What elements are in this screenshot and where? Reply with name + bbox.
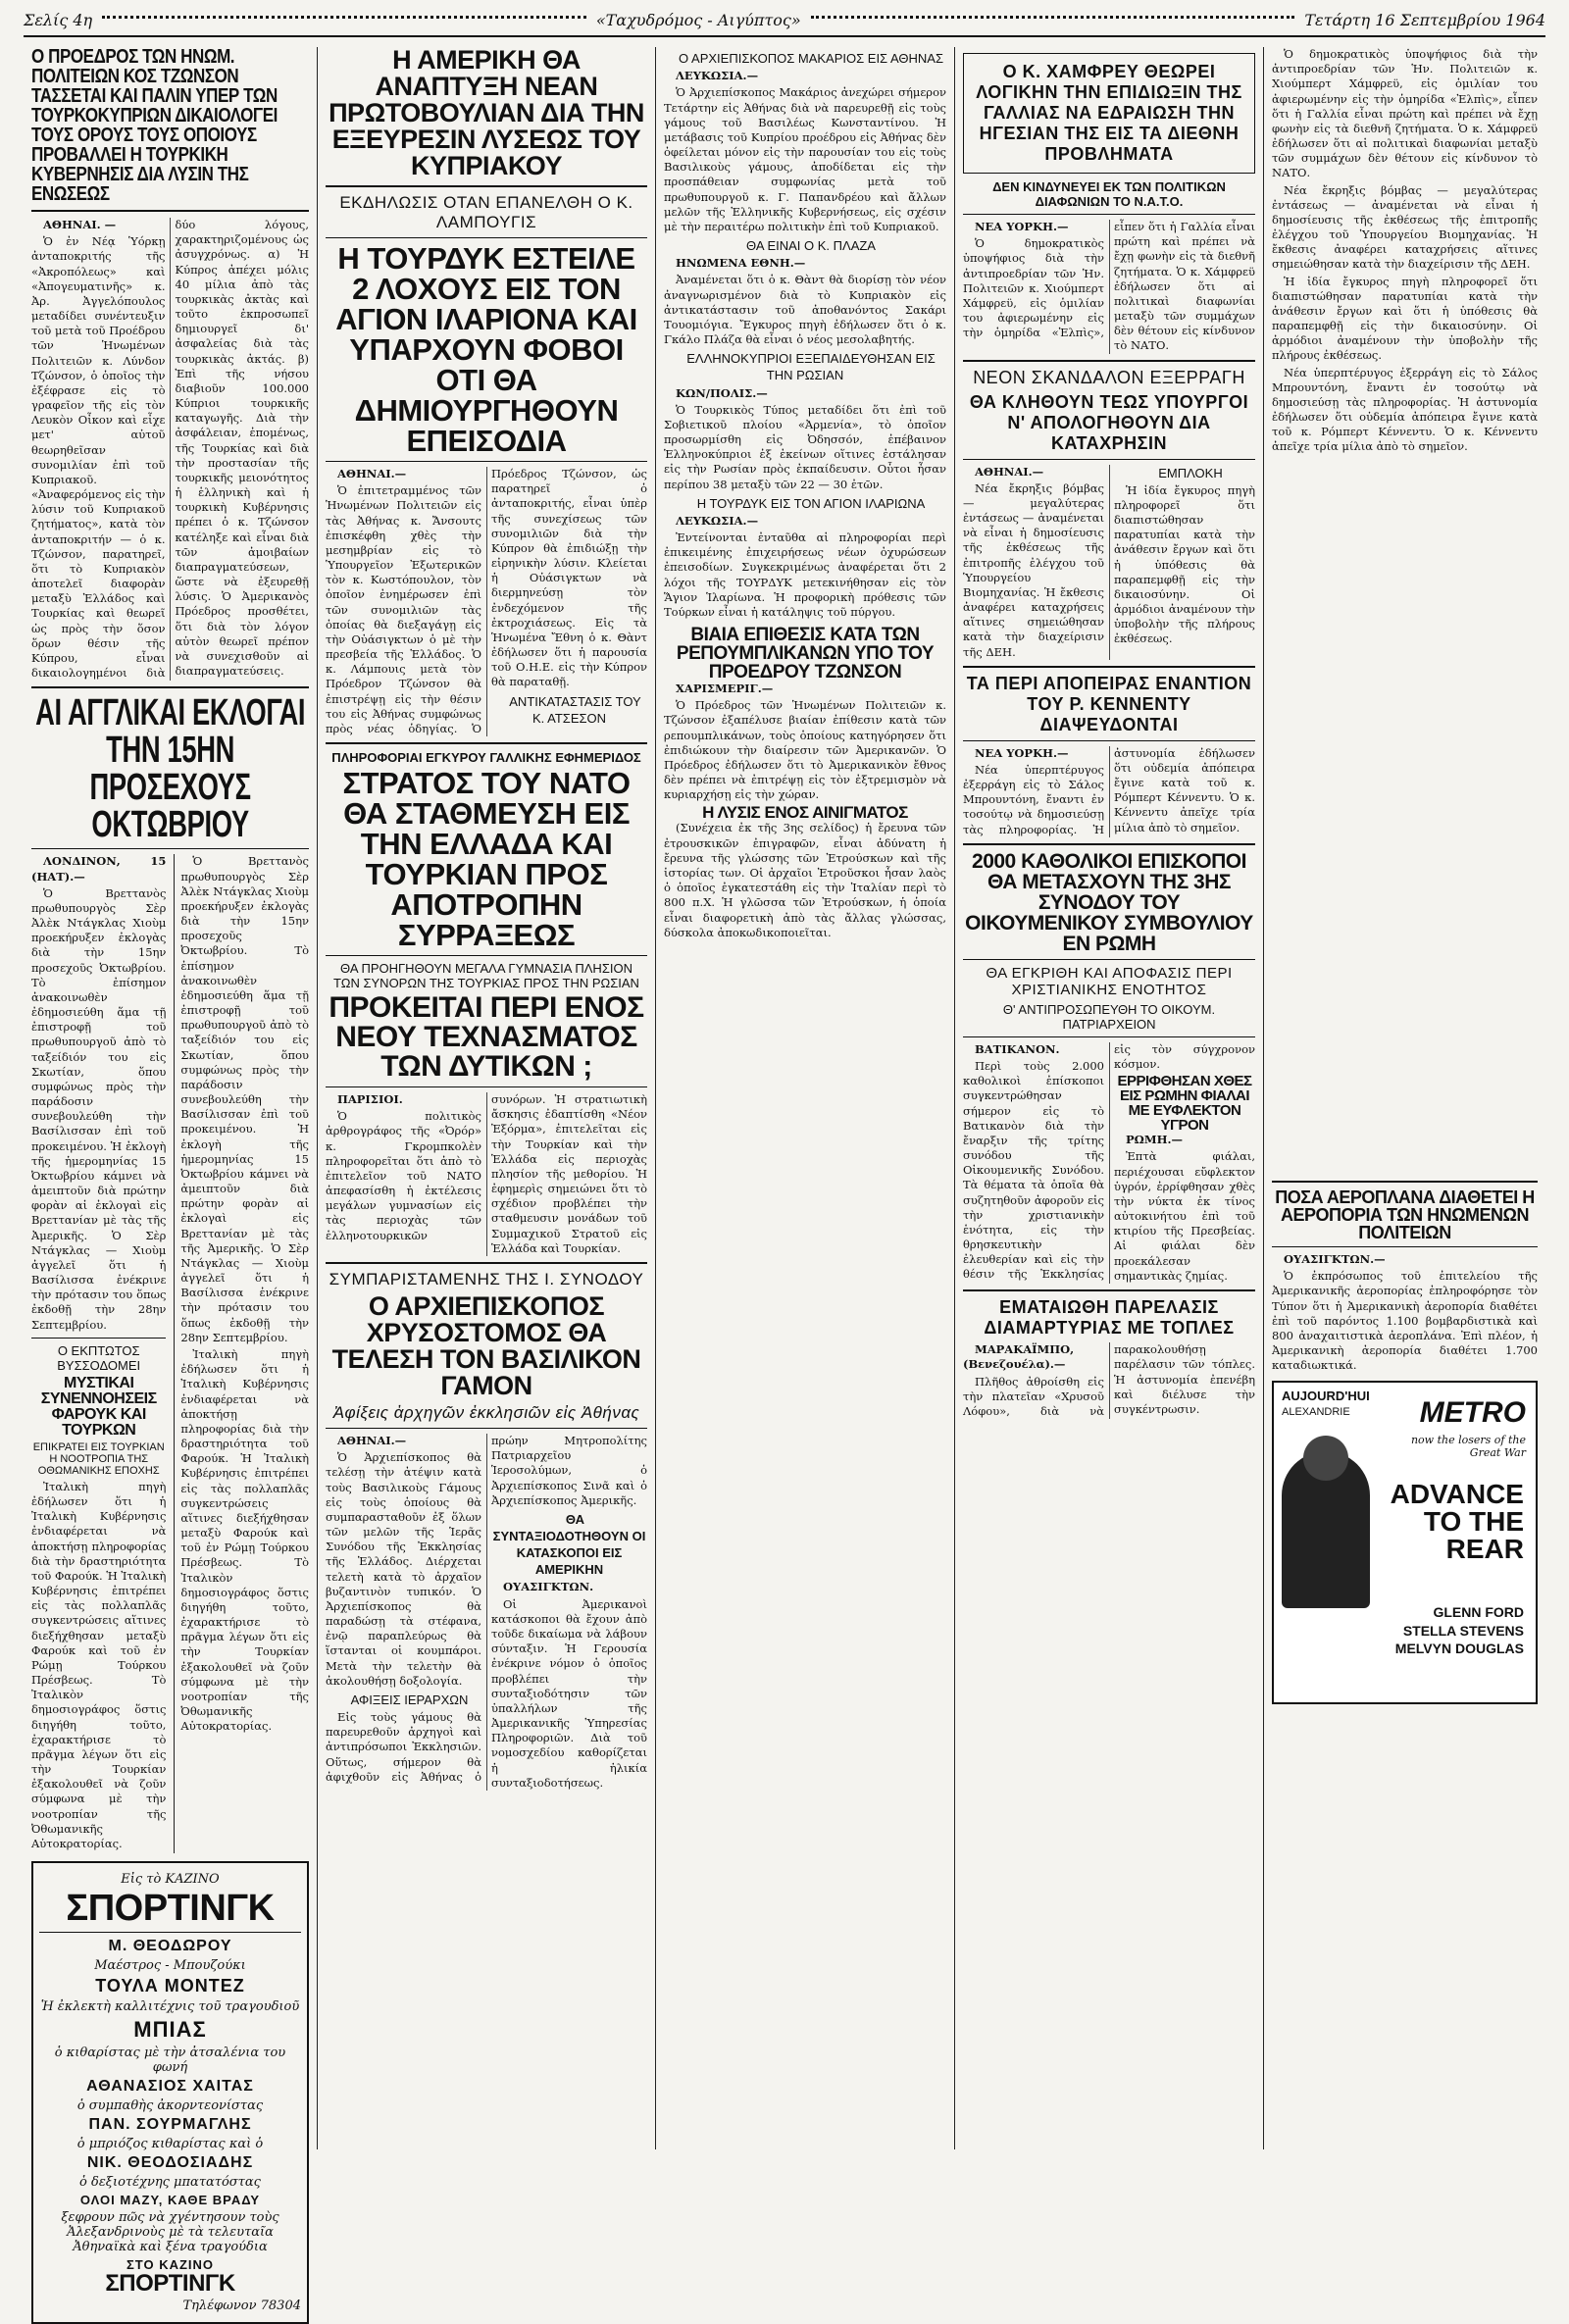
embloke-kicker: ΕΜΠΛΟΚΗ <box>1158 465 1223 480</box>
thant-body: Ἀναμένεται ὅτι ὁ κ. Θὰντ θὰ διορίσῃ τὸν νέον ἀναγνωρισμένον διὰ τὸ Κυπριακὸν εἰς ἀντικατάστασιν τοῦ ἀποθανόντος Σακάρι Τουομιόγια. Ἔγκυρος πηγὴ ἐδήλωσεν ὅτι ὁ κ. Γκάλο Πλάζα θὰ εἶναι ὁ νέος μεσολαβητής. <box>664 273 946 347</box>
humphrey-headline: Ο Κ. ΧΑΜΦΡΕΥ ΘΕΩΡΕΙ ΛΟΓΙΚΗΝ ΤΗΝ ΕΠΙΔΙΩΞΙΝ ΤΗΣ ΓΑΛΛΙΑΣ ΝΑ ΕΔΡΑΙΩΣΗ ΤΗΝ ΗΓΕΣΙΑΝ ΤΗΣ ΕΙΣ ΤΑ ΔΙΕΘΝΗ ΠΡΟΒΛΗΜΑΤΑ <box>976 62 1242 164</box>
america-headline: Η ΑΜΕΡΙΚΗ ΘΑ ΑΝΑΠΤΥΞΗ ΝΕΑΝ ΠΡΩΤΟΒΟΥΛΙΑΝ ΔΙΑ ΤΗΝ ΕΞΕΥΡΕΣΙΝ ΛΥΣΕΩΣ ΤΟΥ ΚΥΠΡΙΑΚΟΥ <box>329 45 644 180</box>
nato-body: Ὁ πολιτικὸς ἀρθρογράφος τῆς «Ὀρόρ» κ. Γκρομπκολὲν πληροφορεῖται ὅτι ἀπὸ τὸ ἐπιτελεῖον τοῦ ΝΑΤΟ ἀπεφασίσθη ἡ ἐκτέλεσις μεγάλων γυμνασίων εἰς τὰς περιοχὰς τῶν ἑλληνοτουρκικῶν συνόρων. Ἡ στρατιωτικὴ ἄσκησις ἐδαπτίσθη «Νέον Ἐξόρμα», ἐπιτελεῖται εἰς τὴν Τουρκίαν καὶ τὴν Ἑλλάδα εἰς περιοχὰς πλησίον τῆς μεθορίου. Ἡ ἐφημερὶς σημειώνει ὅτι τὸ σχέδιον προβλέπει τὴν σταθμευσιν μονάδων τοῦ Συμμαχικοῦ Στρατοῦ εἰς Ἑλλάδα καὶ Τουρκίαν. <box>326 1092 647 1255</box>
scandal-sub: ΘΑ ΚΛΗΘΟΥΝ ΤΕΩΣ ΥΠΟΥΡΓΟΙ Ν' ΑΠΟΛΟΓΗΘΟΥΝ ΔΙΑ ΚΑΤΑΧΡΗΣΙΝ <box>969 391 1249 453</box>
issue-date: Τετάρτη 16 Σεπτεμβρίου 1964 <box>1304 10 1545 29</box>
sports-block: ΒΙΑΙΑ ΕΠΙΘΕΣΙΣ ΚΑΤΑ ΤΩΝ ΡΕΠΟΥΜΠΛΙΚΑΝΩΝ ΥΠΟ ΤΟΥ ΠΡΟΕΔΡΟΥ ΤΖΩΝΣΟΝ ΧΑΡΙΣΜΕΡΙΓ.— Ὁ Πρόεδρος τῶν Ἡνωμένων Πολιτειῶν κ. Τζώνσον ἐξαπέλυσε βιαίαν ἐπίθεσιν κατὰ τῶν ρεπουμπλικάνων, τοὺς ὁποίους κατηγόρησεν ὅτι ἐπιδιώκουν τὴν διαίρεσιν τῶν Ἀμερικανῶν. Ὁ Πρόεδρος ἐδήλωσεν ὅτι τὸ Ἀμερικανικὸν ἔθνος δὲν πρέπει νὰ ἐπιτρέψῃ εἰς τὸν ἐξτρεμισμὸν νὰ κυριαρχήσῃ εἰς τὴν χώραν. Η ΛΥΣΙΣ ΕΝΟΣ ΑΙΝΙΓΜΑΤΟΣ (Συνέχεια ἐκ τῆς 3ης σελίδος) ἡ ἔρευνα τῶν ἐτρουσκικῶν ἐπιγραφῶν, εἶναι ἀδύνατη ἡ ἔρευνα τῆς γλώσσης τῶν Ἐτρούσκων καὶ τῆς ἱστορίας των. Οἱ ἀρχαῖοι Ἐτροῦσκοι ἦσαν λαὸς ὁ ὁποῖος ἐγκατεστάθη εἰς τὴν Ἰταλίαν περὶ τὸ 800 π.Χ. Ἡ γλῶσσα τῶν Ἐτρούσκων, ἡ ὁποία εἶναι διαφορετικὴ ἀπὸ τὰς ἄλλας γλώσσας, δύσκολα ἀποκωδικοποιεῖται. <box>664 625 946 939</box>
plot-headline: ΘΑ ΣΥΝΤΑΞΙΟΔΟΤΗΘΟΥΝ ΟΙ ΚΑΤΑΣΚΟΠΟΙ ΕΙΣ ΑΜΕΡΙΚΗΝ <box>492 1511 646 1578</box>
greek-kicker: ΕΛΛΗΝΟΚΥΠΡΙΟΙ ΕΞΕΠΑΙΔΕΥΘΗΣΑΝ ΕΙΣ ΤΗΝ ΡΩΣΙΑΝ <box>686 351 936 383</box>
humphrey-sub: ΔΕΝ ΚΙΝΔΥΝΕΥΕΙ ΕΚ ΤΩΝ ΠΟΛΙΤΙΚΩΝ ΔΙΑΦΩΝΙΩΝ ΤΟ Ν.Α.Τ.Ο. <box>992 179 1226 209</box>
chrys-article: ΑΘΗΝΑΙ.— Ὁ Ἀρχιεπίσκοπος θὰ τελέσῃ τὴν ἀτέψιν κατὰ τοὺς Βασιλικοὺς Γάμους εἰς τοὺς ὁποίους θὰ συμπαρασταθοῦν ἐξ ὅλων τῶν μελῶν τῆς Ἱερᾶς Συνόδου τῆς Ἐκκλησίας τῆς Ἑλλάδος. Διέρχεται τελετὴ κατὰ τὸ ἀρχαῖον βυζαντινὸν τυπικόν. Ὁ Ἀρχιεπίσκοπος θὰ παραδώσῃ τὰ στέφανα, ἐνῷ παραπλεύρως θὰ ἵστανται οἱ κουμπάροι. Μετὰ τὴν τελετὴν θὰ ἀκολουθήσῃ δοξολογία. ΑΦΙΞΕΙΣ ΙΕΡΑΡΧΩΝ Εἰς τοὺς γάμους θὰ παρευρεθοῦν ἀρχηγοὶ καὶ ἀντιπρόσωποι Ἐκκλησιῶν. Οὕτως, σήμερον θὰ ἀφιχθοῦν εἰς Ἀθήνας ὁ πρώην Μητροπολίτης Πατριαρχεῖου Ἱεροσολύμων, ὁ Ἀρχιεπίσκοπος Σινᾶ καὶ ὁ Ἀρχιεπίσκοπος Ἀμερικῆς. ΘΑ ΣΥΝΤΑΞΙΟΔΟΤΗΘΟΥΝ ΟΙ ΚΑΤΑΣΚΟΠΟΙ ΕΙΣ ΑΜΕΡΙΚΗΝ ΟΥΑΣΙΓΚΤΩΝ. Οἱ Ἀμερικανοὶ κατάσκοποι θὰ ἔχουν ἀπὸ τοῦδε δικαίωμα νὰ λάβουν σύνταξιν. Ἡ Γερουσία ἐνέκρινε νόμον ὁ ὁποῖος προβλέπει τὴν συνταξιοδότησιν τῶν ὑπαλλήλων τῆς Ἀμερικανικῆς Ὑπηρεσίας Πληροφοριῶν. Διὰ τοῦ νομοσχεδίου καθορίζεται ἡ ἡλικία συνταξιοδοτήσεως. <box>326 1433 647 1790</box>
council-headline: 2000 ΚΑΘΟΛΙΚΟΙ ΕΠΙΣΚΟΠΟΙ ΘΑ ΜΕΤΑΣΧΟΥΝ ΤΗΣ 3ΗΣ ΣΥΝΟΔΟΥ ΤΟΥ ΟΙΚΟΥΜΕΝΙΚΟΥ ΣΥΜΒΟΥΛΙΟΥ ΕΝ ΡΩΜΗ <box>965 849 1253 955</box>
elections-cont: Ὁ Βρεττανὸς πρωθυπουργὸς Σὲρ Ἀλὲκ Ντάγκλας Χιοὺμ προεκήρυξεν ἐκλογὰς διὰ τὴν 15ην προσεχοῦς Ὀκτωβρίου. Τὸ ἐπίσημον ἀνακοινωθὲν ἐδημοσιεύθη ἅμα τῇ ἐπιστροφῇ τοῦ πρωθυπουργοῦ ἀπὸ τὸ ταξείδιόν του εἰς Σκωτίαν, ὅπου συμφώνως πρὸς τὴν παράδοσιν συνεβουλεύθη τὴν Βασίλισσαν ἐπὶ τοῦ προκειμένου. Ἡ ἐκλογὴ τῆς ἡμερομηνίας 15 Ὀκτωβρίου κάμνει νὰ ἀμειπτοῦν διὰ πρώτην φορὰν αἱ ἐκλογαὶ εἰς Βρεττανίαν μὲ τὰς τῆς Ἀμερικῆς. Ὁ Σὲρ Ντάγκλας — Χιοὺμ ἀγγελεῖ ὅτι ἡ Βασίλισσα ἐνέκρινε τὴν πρότασιν του ὅπως ἐκδοθῇ τὴν 28ην Σεπτεμβρίου. Ἰταλικὴ πηγὴ ἐδήλωσεν ὅτι ἡ Ἰταλικὴ Κυβέρνησις ἐνδιαφέρεται νὰ ἀποκτήσῃ πληροφορίας διὰ τὴν δραστηριότητα τοῦ Φαρούκ. Ἡ Ἰταλικὴ Κυβέρνησις ἐπιτρέπει εἰς τὰς πολλαπλᾶς συγκεντρώσεις αἵτινες διεξήχθησαν μεταξὺ Φαρούκ καὶ τοῦ ἐν Ρώμῃ Τούρκου Πρέσβεως. Τὸ Ἰταλικὸν δημοσιογράφος ὅστις διηγήθη τοῦτο, ἐχαρακτήρισε τὸ πρᾶγμα λέγων ὅτι εἰς τὴν Τουρκίαν ἐξακολουθεῖ νὰ ζοῦν σύμφωνα μὲ τὴν νοοτροπίαν τῆς Ὀθωμανικῆς Αὐτοκρατορίας. <box>180 854 309 1734</box>
columns <box>24 45 1545 2314</box>
anigmata-body: (Συνέχεια ἐκ τῆς 3ης σελίδος) ἡ ἔρευνα τῶν ἐτρουσκικῶν ἐπιγραφῶν, εἶναι ἀδύνατη ἡ ἔρευνα τῆς γλώσσης τῶν Ἐτρούσκων καὶ τῆς ἱστορίας των. Οἱ ἀρχαῖοι Ἐτροῦσκοι ἦσαν λαὸς ὁ ὁποῖος ἐγκατεστάθη εἰς τὴν Ἰταλίαν περὶ τὸ 800 π.Χ. Ἡ γλῶσσα τῶν Ἐτρούσκων, ἡ ὁποία εἶναι διαφορετικὴ ἀπὸ τὰς ἄλλας γλώσσας, δύσκολα ἀποκωδικοποιεῖται. <box>664 821 946 939</box>
elections-article: ΛΟΝΔΙΝΟΝ, 15 (ΗΑΤ).— Ὁ Βρεττανὸς πρωθυπουργὸς Σὲρ Ἀλὲκ Ντάγκλας Χιοὺμ προεκήρυξεν ἐκλογὰς διὰ τὴν 15ην προσεχοῦς Ὀκτωβρίου. Τὸ ἐπίσημον ἀνακοινωθὲν ἐδημοσιεύθη ἅμα τῇ ἐπιστροφῇ τοῦ πρωθυπουργοῦ ἀπὸ τὸ ταξείδιόν του εἰς Σκωτίαν, ὅπου συμφώνως πρὸς τὴν παράδοσιν συνεβουλεύθη τὴν Βασίλισσαν ἐπὶ τοῦ προκειμένου. Ἡ ἐκλογὴ τῆς ἡμερομηνίας 15 Ὀκτωβρίου κάμνει νὰ ἀμειπτοῦν διὰ πρώτην φορὰν αἱ ἐκλογαὶ εἰς Βρεττανίαν μὲ τὰς τῆς Ἀμερικῆς. Ὁ Σὲρ Ντάγκλας — Χιοὺμ ἀγγελεῖ ὅτι ἡ Βασίλισσα ἐνέκρινε τὴν πρότασιν του ὅπως ἐκδοθῇ τὴν 28ην Σεπτεμβρίου. <box>31 854 167 1332</box>
kazino-advertisement: Εἰς τὸ ΚΑΖΙΝΟ ΣΠΟΡΤΙΝΓΚ Μ. ΘΕΟΔΩΡΟΥ Μαέστρος - Μπουζούκι ΤΟΥΛΑ ΜΟΝΤΕΖ Ἡ ἐκλεκτὴ καλλιτέχνις τοῦ τραγουδιοῦ ΜΠΙΑΣ ὁ κιθαρίστας μὲ τὴν ἀτσαλένια του φωνή ΑΘΑΝΑΣΙΟΣ ΧΑΙΤΑΣ ὁ συμπαθὴς ἀκορντεονίστας ΠΑΝ. ΣΟΥΡΜΑΓΛΗΣ ὁ μπριόζος κιθαρίστας καὶ ὁ ΝΙΚ. ΘΕΟΔΟΣΙΑΔΗΣ ὁ δεξιοτέχνης μπατατόστας ΟΛΟΙ ΜΑΖΥ, ΚΑΘΕ ΒΡΑΔΥ ξεφρουν πῶς νὰ χγέντησουν τοὺς Ἀλεξανδρινοὺς μὲ τὰ τελευταῖα Ἀθηναϊκὰ καὶ ξένα τραγούδια ΣΤΟ ΚΑΖΙΝΟ ΣΠΟΡΤΙΝΓΚ Τηλέφωνον 78304 <box>31 1861 309 2324</box>
mystic-headline: ΜΥΣΤΙΚΑΙ ΣΥΝΕΝΝΟΗΣΕΙΣ ΦΑΡΟΥΚ ΚΑΙ ΤΟΥΡΚΩΝ <box>40 1374 157 1439</box>
mystic-kicker: Ο ΕΚΠΤΩΤΟΣ ΒΥΣΣΟΔΟΜΕΙ <box>57 1342 141 1373</box>
ierarch-kicker: ΑΦΙΞΕΙΣ ΙΕΡΑΡΧΩΝ <box>350 1692 469 1707</box>
scandal-article: ΑΘΗΝΑΙ.— Νέα ἔκρηξις βόμβας — μεγαλύτερας ἐντάσεως — ἀναμένεται νὰ εἶναι ἡ δημοσίευσις τῆς ἐκθέσεως τῆς ἐπιτροπῆς ἐλέγχου τοῦ Ὑπουργείου Βιομηχανίας. Ἡ ἔκθεσις ἀναφέρει καταχρήσεις αἵτινες σημειώθησαν κατὰ τὴν διαχείρισιν τῆς ΔΕΗ. ΕΜΠΛΟΚΗ Ἡ ἰδία ἔγκυρος πηγὴ πληροφορεῖ ὅτι διαπιστώθησαν παρατυπίαι κατὰ τὴν ἀνάθεσιν ἔργων καὶ ὅτι ἡ ὑπόθεσις θὰ παραπεμφθῇ εἰς τὴν δικαιοσύνην. Οἱ ἀρμόδιοι ἀναμένουν τὴν ὑποβολὴν τῆς πλήρους ἐκθέσεως. <box>963 464 1255 659</box>
col5-cont: Ὁ δημοκρατικὸς ὑποψήφιος διὰ τὴν ἀντιπροεδρίαν τῶν Ἡν. Πολιτειῶν κ. Χιούμπερτ Χάμφρεϋ, εἰς ὁμιλίαν του ἀφιερωμένην εἰς τὴν ὁμηρίδα «Ἐλπὶς», εἶπεν ὅτι ἡ Γαλλία εἶναι πρώτη καὶ πρέπει νὰ ἔχῃ φωνὴν εἰς τὰ διεθνῆ ζητήματα. Ὁ κ. Χάμφρεϋ ἐδήλωσεν ὅτι αἱ πολιτικαὶ διαφωνίαι μεταξὺ τῶν συμμάχων δὲν θέτουν εἰς κίνδυνον τὸ ΝΑΤΟ. Νέα ἔκρηξις βόμβας — μεγαλύτερας ἐντάσεως — ἀναμένεται νὰ εἶναι ἡ δημοσίευσις τῆς ἐκθέσεως τῆς ἐπιτροπῆς ἐλέγχου τοῦ Ὑπουργείου Βιομηχανίας. Ἡ ἔκθεσις ἀναφέρει καταχρήσεις αἵτινες σημειώθησαν κατὰ τὴν διαχείρισιν τῆς ΔΕΗ. Ἡ ἰδία ἔγκυρος πηγὴ πληροφορεῖ ὅτι διαπιστώθησαν παρατυπίαι κατὰ τὴν ἀνάθεσιν ἔργων καὶ ὅτι ἡ ὑπόθεσις θὰ παραπεμφθῇ εἰς τὴν δικαιοσύνην. Οἱ ἀρμόδιοι ἀναμένουν τὴν ὑποβολὴν τῆς πλήρους ἐκθέσεως. Νέα ὑπερπτέρυγος ἐξερράγη εἰς τὸ Σάλος Μπρουντόνη, ἔναντι ἐν τοσούτῳ νὰ δημοσιεύσῃ τὰς πληροφορίας. Ἡ ἀστυνομία ἐδήλωσεν ὅτι οὐδεμία ἀπόπειρα ἔγινε κατὰ τοῦ κ. Ρόμπερτ Κέννεντυ. Ὁ κ. Κέννεντυ ἀπεῖχε τρία μίλια ἀπὸ τὸ σημεῖον. <box>1272 47 1538 454</box>
cyprus-article: Ο ΑΡΧΙΕΠΙΣΚΟΠΟΣ ΜΑΚΑΡΙΟΣ ΕΙΣ ΑΘΗΝΑΣ ΛΕΥΚΩΣΙΑ.— Ὁ Ἀρχιεπίσκοπος Μακάριος ἀνεχώρει σήμερον Τετάρτην εἰς Ἀθήνας διὰ νὰ παρευρεθῇ εἰς τοὺς γάμους τοῦ Βασιλέως Κωνσταντίνου. Ἡ μετάβασις τοῦ Κυπρίου προέδρου εἰς Ἀθήνας δὲν ὀφείλεται μόνον εἰς τὴν παρουσίαν του εἰς τοὺς Βασιλικοὺς γάμους, ἀποδίδεται εἰς τὴν προσπάθειαν συμφωνίας μετὰ τοῦ πρωθυπουργοῦ κ. Γ. Παπανδρέου καὶ ἄλλων μελῶν τῆς Ἑλληνικῆς Κυβερνήσεως, εἰς σχέσιν μὲ τὴν περαιτέρω πολιτικὴν ἐπὶ τοῦ Κυπριακοῦ. ΘΑ ΕΙΝΑΙ Ο Κ. ΠΛΑΖΑ ΗΝΩΜΕΝΑ ΕΘΝΗ.— Ἀναμένεται ὅτι ὁ κ. Θὰντ θὰ διορίσῃ τὸν νέον ἀναγνωρισμένον διὰ τὸ Κυπριακὸν εἰς ἀντικατάστασιν τοῦ ἀποθανόντος Σακάρι Τουομιόγια. Ἔγκυρος πηγὴ ἐδήλωσεν ὅτι ὁ κ. Γκάλο Πλάζα θὰ εἶναι ὁ νέος μεσολαβητής. ΕΛΛΗΝΟΚΥΠΡΙΟΙ ΕΞΕΠΑΙΔΕΥΘΗΣΑΝ ΕΙΣ ΤΗΝ ΡΩΣΙΑΝ ΚΩΝ/ΠΟΛΙΣ.— Ὁ Τουρκικὸς Τύπος μεταδίδει ὅτι ἐπὶ τοῦ Σοβιετικοῦ πλοίου «Ἀρμενία», τὸ ὁποῖον προσωρμίσθη εἰς Ὀδησσόν, ἐπέβαινον Ἑλληνοκύπριοι ἐξ ἐκείνων οἵτινες ἐστάλησαν εἰς τὴν Ρωσίαν πρὸς ἐκπαίδευσιν. Οὗτοι ἦσαν περίπου 38 μεταξὺ τῶν 22 — 30 ἐτῶν. Η ΤΟΥΡΔΥΚ ΕΙΣ ΤΟΝ ΑΓΙΟΝ ΙΛΑΡΙΩΝΑ ΛΕΥΚΩΣΙΑ.— Ἐντείνονται ἐνταῦθα αἱ πληροφορίαι περὶ ἐπικειμένης ἐπιχειρήσεως νέων ὀχυρώσεων ἐπεισοδίων. Συγκεκριμένως ἀναφέρεται ὅτι 2 λόχοι τῆς ΤΟΥΡΔΥΚ μετεκινήθησαν εἰς τὸν Ἅγιον Ἱλαρίωνα. Ἡ προφορικὴ πρόθεσις τῶν Τούρκων εἶναι ἡ κατάληψις τοῦ πύργου. <box>664 51 946 619</box>
column-2 <box>318 47 656 2149</box>
nato-headline-2: ΠΡΟΚΕΙΤΑΙ ΠΕΡΙ ΕΝΟΣ ΝΕΟΥ ΤΕΧΝΑΣΜΑΤΟΣ ΤΩΝ ΔΥΤΙΚΩΝ ; <box>329 991 644 1084</box>
movie-title: ADVANCE TO THE REAR <box>1390 1479 1524 1565</box>
sports-body: Ὁ Πρόεδρος τῶν Ἡνωμένων Πολιτειῶν κ. Τζώνσον ἐξαπέλυσε βιαίαν ἐπίθεσιν κατὰ τῶν ρεπουμπλικάνων, τοὺς ὁποίους κατηγόρησεν ὅτι ἐπιδιώκουν τὴν διαίρεσιν τῶν Ἀμερικανῶν. Ὁ Πρόεδρος ἐδήλωσεν ὅτι τὸ Ἀμερικανικὸν ἔθνος δὲν πρέπει νὰ ἐπιτρέψῃ εἰς τὸν ἐξτρεμισμὸν νὰ κυριαρχήσῃ εἰς τὴν χώραν. <box>664 698 946 802</box>
rome-body: Ἐπτὰ φιάλαι, περιέχουσαι εὔφλεκτον ὑγρόν, ἐρρίφθησαν χθὲς τὴν νύκτα ἐκ τίνος αὐτοκινήτου ἐπὶ τοῦ κτιρίου τῆς Πρεσβείας. Αἱ φιάλαι δὲν προεκάλεσαν σημαντικὰς ζημίας. <box>1114 1149 1255 1283</box>
folio-bar <box>24 8 1545 37</box>
council-body: Περὶ τοὺς 2.000 καθολικοὶ ἐπίσκοποι συγκεντρώθησαν σήμερον εἰς τὸ Βατικανὸν διὰ τὴν ἔναρξιν τῆς τρίτης συνόδου τῆς Οἰκουμενικῆς Συνόδου. Τὰ θέματα τὰ ὁποῖα θὰ συζητηθοῦν ἀφοροῦν εἰς τὴν χριστιανικὴν ἑνότητα, εἰς τὴν θρησκευτικὴν ἐλευθερίαν καὶ εἰς τὴν θέσιν τῆς Ἐκκλησίας εἰς τὸν σύγχρονον κόσμον. <box>963 1041 1255 1282</box>
emataioth-article: ΜΑΡΑΚΑΪΜΠΟ, (Βενεζουέλα).— Πλῆθος ἀθροίσθη εἰς τὴν πλατεῖαν «Χρυσοῦ Λόφου», διὰ νὰ παρακολουθήσῃ παρέλασιν τῶν τόπλες. Ἡ ἀστυνομία ἐπενέβη καὶ διέλυσε τὴν συγκέντρωσιν. <box>963 1342 1255 1418</box>
council-sub: ΘΑ ΕΓΚΡΙΘΗ ΚΑΙ ΑΠΟΦΑΣΙΣ ΠΕΡΙ ΧΡΙΣΤΙΑΝΙΚΗΣ ΕΝΟΤΗΤΟΣ <box>986 964 1233 998</box>
movie-star-2: STELLA STEVENS <box>1402 1622 1524 1639</box>
movie-tagline: now the losers of the Great War <box>1410 1434 1526 1460</box>
cyprus-body: Ὁ Ἀρχιεπίσκοπος Μακάριος ἀνεχώρει σήμερον Τετάρτην εἰς Ἀθήνας διὰ νὰ παρευρεθῇ εἰς τοὺς γάμους τοῦ Βασιλέως Κωνσταντίνου. Ἡ μετάβασις τοῦ Κυπρίου προέδρου εἰς Ἀθήνας δὲν ὀφείλεται μόνον εἰς τὴν παρουσίαν του εἰς τοὺς Βασιλικοὺς γάμους, ἀποδίδεται εἰς τὴν προσπάθειαν συμφωνίας μετὰ τοῦ πρωθυπουργοῦ κ. Γ. Παπανδρέου καὶ ἄλλων μελῶν τῆς Ἑλληνικῆς Κυβερνήσεως, εἰς σχέσιν μὲ τὴν περαιτέρω πολιτικὴν ἐπὶ τοῦ Κυπριακοῦ. <box>664 85 946 233</box>
humphrey-body: Ὁ δημοκρατικὸς ὑποψήφιος διὰ τὴν ἀντιπροεδρίαν τῶν Ἡν. Πολιτειῶν κ. Χιούμπερτ Χάμφρεϋ, εἰς ὁμιλίαν του ἀφιερωμένην εἰς τὴν ὁμηρίδα «Ἐλπὶς», εἶπεν ὅτι ἡ Γαλλία εἶναι πρώτη καὶ πρέπει νὰ ἔχῃ φωνὴν εἰς τὰ διεθνῆ ζητήματα. Ὁ κ. Χάμφρεϋ ἐδήλωσεν ὅτι αἱ πολιτικαὶ διαφωνίαι μεταξὺ τῶν συμμάχων δὲν θέτουν εἰς κίνδυνον τὸ ΝΑΤΟ. <box>963 220 1255 353</box>
johnson-body: Ὁ ἐν Νέᾳ Ὑόρκῃ ἀνταποκριτής τῆς «Ἀκροπόλεως» καὶ «Ἀπογευματινῆς» κ. Ἀρ. Ἀγγελόπουλος μεταδίδει συνέντευξιν τοῦ μετὰ τοῦ Προέδρου τῶν Ἡνωμένων Πολιτειῶν κ. Λύνδον Τζώνσον, ὁ ὁποῖος τὴν ἐξέφρασε εἰς τὸ γραφεῖον τῆς εἰς τὸν Λευκὸν Οἶκον καὶ εἶχε μετ' αὐτοῦ θεωρηθεῖσαν συνομιλίαν ἐπὶ τοῦ Κυπριακοῦ. «Ἀναφερόμενος εἰς τὴν λύσιν τοῦ Κυπριακοῦ ζητήματος», κατὰ τὸν ἀνταποκριτήν — ὁ κ. Τζώνσον, παρατηρεῖ, ὅτι τὸ Κυπριακὸν ἀποτελεῖ διαφορὰν μεταξὺ Ἑλλάδος καὶ Τουρκίας καὶ θεωρεῖ ὡς πρὸς τὴν ὅσον ὅρων θέσιν τῆς Κύπρου, εἶναι δικαιολογημένοι διὰ δύο λόγους, χαρακτηριζομένους ὡς ἀσυγχρόνως. α) Ἡ Κύπρος ἀπέχει μόλις 40 μίλια ἀπὸ τὰς τουρκικὰς ἀκτὰς καὶ τοῦτο ἐκπροσωπεῖ δημιουργεῖ δι' ἀσφαλείας διὰ τὰς τουρκικὰς ἀκτάς. β) Ἐπὶ τῆς νήσου διαβιοῦν 100.000 Κύπριοι τουρκικῆς καταγωγῆς. Διὰ τὴν ἀσφάλειαν, ἐπομένως, τῆς Τουρκίας καὶ διὰ τὴν προστασίαν τῆς τουρκικῆς μειονότητος ἡ ἑλληνικὴ καὶ ἡ τουρκικὴ Κυβέρνησις πρέπει ὁ κ. Τζώνσον κατέληξε καὶ εἶναι διὰ τῶν ἀμοιβαίων διαπραγματεύσεων, ὥστε νὰ ἐξευρεθῇ λύσις. Ὁ Ἀμερικανὸς Πρόεδρος προσθέτει, ὅτι διὰ τὸν λόγον αὐτὸν θεωρεῖ πρέπον νὰ συνεχισθοῦν αἱ διαπραγματεύσεις. <box>31 218 309 681</box>
mystic-body: Ἰταλικὴ πηγὴ ἐδήλωσεν ὅτι ἡ Ἰταλικὴ Κυβέρνησις ἐνδιαφέρεται νὰ ἀποκτήσῃ πληροφορίας διὰ τὴν δραστηριότητα τοῦ Φαρούκ. Ἡ Ἰταλικὴ Κυβέρνησις ἐπιτρέπει εἰς τὰς πολλαπλᾶς συγκεντρώσεις αἵτινες διεξήχθησαν μεταξὺ Φαρούκ καὶ τοῦ ἐν Ρώμῃ Τούρκου Πρέσβεως. Τὸ Ἰταλικὸν δημοσιογράφος ὅστις διηγήθη τοῦτο, ἐχαρακτήρισε τὸ πρᾶγμα λέγων ὅτι εἰς τὴν Τουρκίαν ἐξακολουθεῖ νὰ ζοῦν σύμφωνα μὲ τὴν νοοτροπίαν τῆς Ὀθωμανικῆς Αὐτοκρατορίας. <box>31 1479 167 1850</box>
column-1 <box>24 46 318 2314</box>
elections-body: Ὁ Βρεττανὸς πρωθυπουργὸς Σὲρ Ἀλὲκ Ντάγκλας Χιοὺμ προεκήρυξεν ἐκλογὰς διὰ τὴν 15ην προσεχοῦς Ὀκτωβρίου. Τὸ ἐπίσημον ἀνακοινωθὲν ἐδημοσιεύθη ἅμα τῇ ἐπιστροφῇ τοῦ πρωθυπουργοῦ ἀπὸ τὸ ταξείδιόν του εἰς Σκωτίαν, ὅπου συμφώνως πρὸς τὴν παράδοσιν συνεβουλεύθη τὴν Βασίλισσαν ἐπὶ τοῦ προκειμένου. Ἡ ἐκλογὴ τῆς ἡμερομηνίας 15 Ὀκτωβρίου κάμνει νὰ ἀμειπτοῦν διὰ πρώτην φορὰν αἱ ἐκλογαὶ εἰς Βρεττανίαν μὲ τὰς τῆς Ἀμερικῆς. Ὁ Σὲρ Ντάγκλας — Χιοὺμ ἀγγελεῖ ὅτι ἡ Βασίλισσα ἐνέκρινε τὴν πρότασιν του ὅπως ἐκδοθῇ τὴν 28ην Σεπτεμβρίου. <box>31 885 167 1332</box>
america-sub: ΕΚΔΗΛΩΣΙΣ ΟΤΑΝ ΕΠΑΝΕΛΘΗ Ο Κ. ΛΑΜΠΟΥΓΙΣ <box>339 193 633 231</box>
embloke-body: Ἡ ἰδία ἔγκυρος πηγὴ πληροφορεῖ ὅτι διαπιστώθησαν παρατυπίαι κατὰ τὴν ἀνάθεσιν ἔργων καὶ ὅτι ἡ ὑπόθεσις θὰ παραπεμφθῇ εἰς τὴν δικαιοσύνην. Οἱ ἀρμόδιοι ἀναμένουν τὴν ὑποβολὴν τῆς πλήρους ἐκθέσεως. <box>1114 482 1255 646</box>
chrys-kicker: ΣΥΜΠΑΡΙΣΤΑΜΕΝΗΣ ΤΗΣ Ι. ΣΥΝΟΔΟΥ <box>329 1269 644 1288</box>
sports-headline: ΒΙΑΙΑ ΕΠΙΘΕΣΙΣ ΚΑΤΑ ΤΩΝ ΡΕΠΟΥΜΠΛΙΚΑΝΩΝ ΥΠΟ ΤΟΥ ΠΡΟΕΔΡΟΥ ΤΖΩΝΣΟΝ <box>676 625 935 683</box>
tourdyk-kicker: Η ΤΟΥΡΔΥΚ ΕΙΣ ΤΟΝ ΑΓΙΟΝ ΙΛΑΡΙΩΝΑ <box>696 495 926 511</box>
humphrey-article: ΝΕΑ ΥΟΡΚΗ.— Ὁ δημοκρατικὸς ὑποψήφιος διὰ τὴν ἀντιπροεδρίαν τῶν Ἡν. Πολιτειῶν κ. Χιούμπερτ Χάμφρεϋ, εἰς ὁμιλίαν του ἀφιερωμένην εἰς τὴν ὁμηρίδα «Ἐλπὶς», εἶπεν ὅτι ἡ Γαλλία εἶναι πρώτη καὶ πρέπει νὰ ἔχῃ φωνὴν εἰς τὰ διεθνῆ ζητήματα. Ὁ κ. Χάμφρεϋ ἐδήλωσεν ὅτι αἱ πολιτικαὶ διαφωνίαι μεταξὺ τῶν συμμάχων δὲν θέτουν εἰς κίνδυνον τὸ ΝΑΤΟ. <box>963 220 1255 353</box>
chrys-sub: Ἀφίξεις ἀρχηγῶν ἐκκλησιῶν εἰς Ἀθήνας <box>332 1402 640 1422</box>
lochoi-headline: Η ΤΟΥΡΔΥΚ ΕΣΤΕΙΛΕ 2 ΛΟΧΟΥΣ ΕΙΣ ΤΟΝ ΑΓΙΟΝ ΙΛΑΡΙΟΝΑ ΚΑΙ ΥΠΑΡΧΟΥΝ ΦΟΒΟΙ ΟΤΙ ΘΑ ΔΗΜΙΟΥΡΓΗΘΟΥΝ ΕΠΕΙΣΟΔΙΑ <box>335 241 637 458</box>
johnson-article: ΑΘΗΝΑΙ. — Ὁ ἐν Νέᾳ Ὑόρκῃ ἀνταποκριτής τῆς «Ἀκροπόλεως» καὶ «Ἀπογευματινῆς» κ. Ἀρ. Ἀγγελόπουλος μεταδίδει συνέντευξιν τοῦ μετὰ τοῦ Προέδρου τῶν Ἡνωμένων Πολιτειῶν κ. Λύνδον Τζώνσον, ὁ ὁποῖος τὴν ἐξέφρασε εἰς τὸ γραφεῖον τῆς εἰς τὸν Λευκὸν Οἶκον καὶ εἶχε μετ' αὐτοῦ θεωρηθεῖσαν συνομιλίαν ἐπὶ τοῦ Κυπριακοῦ. «Ἀναφερόμενος εἰς τὴν λύσιν τοῦ Κυπριακοῦ ζητήματος», κατὰ τὸν ἀνταποκριτήν — ὁ κ. Τζώνσον, παρατηρεῖ, ὅτι τὸ Κυπριακὸν ἀποτελεῖ διαφορὰν μεταξὺ Ἑλλάδος καὶ Τουρκίας καὶ θεωρεῖ ὡς πρὸς τὴν ὅσον ὅρων θέσιν τῆς Κύπρου, εἶναι δικαιολογημένοι διὰ δύο λόγους, χαρακτηριζομένους ὡς ἀσυγχρόνως. α) Ἡ Κύπρος ἀπέχει μόλις 40 μίλια ἀπὸ τὰς τουρκικὰς ἀκτὰς καὶ τοῦτο ἐκπροσωπεῖ δημιουργεῖ δι' ἀσφαλείας διὰ τὰς τουρκικὰς ἀκτάς. β) Ἐπὶ τῆς νήσου διαβιοῦν 100.000 Κύπριοι τουρκικῆς καταγωγῆς. Διὰ τὴν ἀσφάλειαν, ἐπομένως, τῆς Τουρκίας καὶ διὰ τὴν προστασίαν τῆς τουρκικῆς μειονότητος ἡ ἑλληνικὴ καὶ ἡ τουρκικὴ Κυβέρνησις πρέπει ὁ κ. Τζώνσον κατέληξε καὶ εἶναι διὰ τῶν ἀμοιβαίων διαπραγματεύσεων, ὥστε νὰ ἐξευρεθῇ λύσις. Ὁ Ἀμερικανὸς Πρόεδρος προσθέτει, ὅτι διὰ τὸν λόγον αὐτὸν θεωρεῖ πρέπον νὰ συνεχισθοῦν αἱ διαπραγματεύσεις. <box>31 218 309 681</box>
column-3 <box>656 47 955 2149</box>
johnson-headline: Ο ΠΡΟΕΔΡΟΣ ΤΩΝ ΗΝΩΜ. ΠΟΛΙΤΕΙΩΝ ΚΟΣ ΤΖΩΝΣΟΝ ΤΑΣΣΕΤΑΙ ΚΑΙ ΠΑΛΙΝ ΥΠΕΡ ΤΩΝ ΤΟΥΡΚΟΚΥΠΡΙΩΝ ΔΙΚΑΙΟΛΟΓΕΙ ΤΟΥΣ ΟΡΟΥΣ ΤΟΥΣ ΟΠΟΙΟΥΣ ΠΡΟΒΑΛΛΕΙ Η ΤΟΥΡΚΙΚΗ ΚΥΒΕΡΝΗΣΙΣ ΔΙΑ ΛΥΣΙΝ ΤΗΣ ΕΝΩΣΕΩΣ <box>31 46 278 205</box>
column-4 <box>955 47 1264 2149</box>
planes-body: Ὁ ἐκπρόσωπος τοῦ ἐπιτελείου τῆς Ἀμερικανικῆς ἀεροπορίας ἐπληροφόρησε τὸν Τύπον ὅτι ἡ Ἀμερικανικὴ ἀεροπορία διαθέτει ἐπὶ τοῦ παρόντος 1.100 βομβαρδιστικὰ καὶ 800 ἀναχαιτιστικὰ ἀεροπλάνα. Ἐπὶ πλέον, ἡ Ἀμερικανικὴ ἀεροπορία διαθέτει 1.700 καταδιωκτικά. <box>1272 1269 1538 1373</box>
planes-article: ΟΥΑΣΙΓΚΤΩΝ.— Ὁ ἐκπρόσωπος τοῦ ἐπιτελείου τῆς Ἀμερικανικῆς ἀεροπορίας ἐπληροφόρησε τὸν Τύπον ὅτι ἡ Ἀμερικανικὴ ἀεροπορία διαθέτει ἐπὶ τοῦ παρόντος 1.100 βομβαρδιστικὰ καὶ 800 ἀναχαιτιστικὰ ἀεροπλάνα. Ἐπὶ πλέον, ἡ Ἀμερικανικὴ ἀεροπορία διαθέτει 1.700 καταδιωκτικά. <box>1272 1252 1538 1373</box>
page-number: Σελίς 4η <box>24 10 93 29</box>
movie-kicker: AUJOURD'HUI <box>1282 1389 1370 1404</box>
nato-headline: ΣΤΡΑΤΟΣ ΤΟΥ ΝΑΤΟ ΘΑ ΣΤΑΘΜΕΥΣΗ ΕΙΣ ΤΗΝ ΕΛΛΑΔΑ ΚΑΙ ΤΟΥΡΚΙΑΝ ΠΡΟΣ ΑΠΟΤΡΟΠΗΝ ΣΥΡΡΑΞΕΩΣ <box>342 766 631 953</box>
mystic-sub: ΕΠΙΚΡΑΤΕΙ ΕΙΣ ΤΟΥΡΚΙΑΝ Η ΝΟΟΤΡΟΠΙΑ ΤΗΣ ΟΘΩΜΑΝΙΚΗΣ ΕΠΟΧΗΣ <box>32 1440 165 1477</box>
emataioth-headline: ΕΜΑΤΑΙΩΘΗ ΠΑΡΕΛΑΣΙΣ ΔΙΑΜΑΡΤΥΡΙΑΣ ΜΕ ΤΟΠΛΕΣ <box>984 1297 1235 1339</box>
council-article: ΒΑΤΙΚΑΝΟΝ. Περὶ τοὺς 2.000 καθολικοὶ ἐπίσκοποι συγκεντρώθησαν σήμερον εἰς τὸ Βατικανὸν διὰ τὴν ἔναρξιν τῆς τρίτης συνόδου τῆς Οἰκουμενικῆς Συνόδου. Τὰ θέματα τὰ ὁποῖα θὰ συζητηθοῦν ἀφοροῦν εἰς τὴν χριστιανικὴν ἑνότητα, εἰς τὴν θρησκευτικὴν ἐλευθερίαν καὶ εἰς τὴν θέσιν τῆς Ἐκκλησίας εἰς τὸν σύγχρονον κόσμον. ΕΡΡΙΦΘΗΣΑΝ ΧΘΕΣ ΕΙΣ ΡΩΜΗΝ ΦΙΑΛΑΙ ΜΕ ΕΥΦΛΕΚΤΟΝ ΥΓΡΟΝ ΡΩΜΗ.— Ἐπτὰ φιάλαι, περιέχουσαι εὔφλεκτον ὑγρόν, ἐρρίφθησαν χθὲς τὴν νύκτα ἐκ τίνος αὐτοκινήτου ἐπὶ τοῦ κτιρίου τῆς Πρεσβείας. Αἱ φιάλαι δὲν προεκάλεσαν σημαντικὰς ζημίας. <box>963 1041 1255 1283</box>
anigmata-headline: Η ΛΥΣΙΣ ΕΝΟΣ ΑΙΝΙΓΜΑΤΟΣ <box>702 803 908 823</box>
lochoi-body: Ὁ ἐπιτετραμμένος τῶν Ἡνωμένων Πολιτειῶν εἰς τὰς Ἀθήνας κ. Ἄνσουτς ἐπισκέφθη χθὲς τὴν μεσημβρίαν εἰς τὸ Ὑπουργεῖον Ἐξωτερικῶν τὸν κ. Κωστόπουλον, τὸν ὁποῖον ἐνημέρωσεν ἐπὶ τῶν συνομιλιῶν τὰς ὁποίας θὰ διεξαγάγῃ εἰς τὴν Οὐάσιγκτων ὁ μὲ τὴν πρεσβεία τῆς Ἑλλάδος. Ὁ κ. Λάμπουις μετὰ τὸν Πρόεδρον Τζώνσον θὰ ἐπιστρέψῃ εἰς τὴν θέσιν του εἰς Ἀθήνας συμφώνως πρὸς νέας ὁδηγίας. Ὁ Πρόεδρος Τζώνσον, ὡς παρατηρεῖ ὁ ἀνταποκριτής, εἶναι ὑπὲρ τῆς συνεχίσεως τῶν συνομιλιῶν διὰ τὴν Κύπρον θὰ ἐπιδιώξῃ τὴν εἰρηνικὴν λύσιν. Κλείεται ἡ Οὐάσιγκτων νὰ διερμηνεύσῃ τὸν ἐνδεχόμενον τῆς ἐκτροχιάσεως. Εἰς τὰ Ἡνωμένα Ἔθνη ὁ κ. Θὰντ ἐδήλωσεν ὅτι ἡ παρουσία τοῦ Ο.Η.Ε. εἰς τὴν Κύπρον θὰ παραταθῇ. <box>326 467 647 735</box>
movie-star-1: GLENN FORD <box>1433 1604 1524 1621</box>
movie-star-3: MELVYN DOUGLAS <box>1394 1640 1524 1656</box>
movie-city: ALEXANDRIE <box>1282 1406 1350 1419</box>
kennedy-headline: ΤΑ ΠΕΡΙ ΑΠΟΠΕΙΡΑΣ ΕΝΑΝΤΙΟΝ ΤΟΥ Ρ. ΚΕΝΝΕΝΤΥ ΔΙΑΨΕΥΔΟΝΤΑΙ <box>966 673 1252 734</box>
column-5 <box>1264 47 1545 2149</box>
planes-headline: ΠΟΣΑ ΑΕΡΟΠΛΑΝΑ ΔΙΑΘΕΤΕΙ Η ΑΕΡΟΠΟΡΙΑ ΤΩΝ ΗΝΩΜΕΝΩΝ ΠΟΛΙΤΕΙΩΝ <box>1275 1187 1535 1242</box>
lochoi-article: ΑΘΗΝΑΙ.— Ὁ ἐπιτετραμμένος τῶν Ἡνωμένων Πολιτειῶν εἰς τὰς Ἀθήνας κ. Ἄνσουτς ἐπισκέφθη χθὲς τὴν μεσημβρίαν εἰς τὸ Ὑπουργεῖον Ἐξωτερικῶν τὸν κ. Κωστόπουλον, τὸν ὁποῖον ἐνημέρωσεν ἐπὶ τῶν συνομιλιῶν τὰς ὁποίας θὰ διεξαγάγῃ εἰς τὴν Οὐάσιγκτων ὁ μὲ τὴν πρεσβεία τῆς Ἑλλάδος. Ὁ κ. Λάμπουις μετὰ τὸν Πρόεδρον Τζώνσον θὰ ἐπιστρέψῃ εἰς τὴν θέσιν του εἰς Ἀθήνας συμφώνως πρὸς νέας ὁδηγίας. Ὁ Πρόεδρος Τζώνσον, ὡς παρατηρεῖ ὁ ἀνταποκριτής, εἶναι ὑπὲρ τῆς συνεχίσεως τῶν συνομιλιῶν διὰ τὴν Κύπρον θὰ ἐπιδιώξῃ τὴν εἰρηνικὴν λύσιν. Κλείεται ἡ Οὐάσιγκτων νὰ διερμηνεύσῃ τὸν ἐνδεχόμενον τῆς ἐκτροχιάσεως. Εἰς τὰ Ἡνωμένα Ἔθνη ὁ κ. Θὰντ ἐδήλωσεν ὅτι ἡ παρουσία τοῦ Ο.Η.Ε. εἰς τὴν Κύπρον θὰ παραταθῇ. ΑΝΤΙΚΑΤΑΣΤΑΣΙΣ ΤΟΥ Κ. ΑΤΣΕΣΟΝ <box>326 467 647 735</box>
humphrey-box <box>963 53 1255 174</box>
cyprus-kicker: Ο ΑΡΧΙΕΠΙΣΚΟΠΟΣ ΜΑΚΑΡΙΟΣ ΕΙΣ ΑΘΗΝΑΣ <box>679 51 943 66</box>
kennedy-body: Νέα ὑπερπτέρυγος ἐξερράγη εἰς τὸ Σάλος Μπρουντόνη, ἔναντι ἐν τοσούτῳ νὰ δημοσιεύσῃ τὰς πληροφορίας. Ἡ ἀστυνομία ἐδήλωσεν ὅτι οὐδεμία ἀπόπειρα ἔγινε κατὰ τοῦ κ. Ρόμπερτ Κέννεντυ. Ὁ κ. Κέννεντυ ἀπεῖχε τρία μίλια ἀπὸ τὸ σημεῖον. <box>963 745 1255 836</box>
scandal-body: Νέα ἔκρηξις βόμβας — μεγαλύτερας ἐντάσεως — ἀναμένεται νὰ εἶναι ἡ δημοσίευσις τῆς ἐκθέσεως τῆς ἐπιτροπῆς ἐλέγχου τοῦ Ὑπουργείου Βιομηχανίας. Ἡ ἔκθεσις ἀναφέρει καταχρήσεις αἵτινες σημειώθησαν κατὰ τὴν διαχείρισιν τῆς ΔΕΗ. <box>963 480 1104 659</box>
council-sub-2: Θ' ΑΝΤΙΠΡΟΣΩΠΕΥΘΗ ΤΟ ΟΙΚΟΥΜ. ΠΑΤΡΙΑΡΧΕΙΟΝ <box>1002 1001 1216 1032</box>
chrys-body: Ὁ Ἀρχιεπίσκοπος θὰ τελέσῃ τὴν ἀτέψιν κατὰ τοὺς Βασιλικοὺς Γάμους εἰς τοὺς ὁποίους θὰ συμπαρασταθοῦν ἐξ ὅλων τῶν μελῶν τῆς Ἱερᾶς Συνόδου τῆς Ἐκκλησίας τῆς Ἑλλάδος. Διέρχεται τελετὴ κατὰ τὸ ἀρχαῖον βυζαντινὸν τυπικόν. Ὁ Ἀρχιεπίσκοπος θὰ παραδώσῃ τὰ στέφανα, ἐνῷ παραπλεύρως θὰ ἵστανται οἱ κουμπάροι. Μετὰ τὴν τελετὴν θὰ ἀκολουθήσῃ δοξολογία. <box>326 1450 481 1688</box>
kazino-name: ΣΠΟΡΤΙΝΓΚ <box>66 1888 275 1930</box>
rome-headline: ΕΡΡΙΦΘΗΣΑΝ ΧΘΕΣ ΕΙΣ ΡΩΜΗΝ ΦΙΑΛΑΙ ΜΕ ΕΥΦΛΕΚΤΟΝ ΥΓΡΟΝ <box>1117 1073 1252 1135</box>
chrys-headline: Ο ΑΡΧΙΕΠΙΣΚΟΠΟΣ ΧΡΥΣΟΣΤΟΜΟΣ ΘΑ ΤΕΛΕΣΗ ΤΟΝ ΒΑΣΙΛΙΚΟΝ ΓΑΜΟΝ <box>331 1290 641 1400</box>
kazino-phone: Τηλέφωνον 78304 <box>182 2299 301 2314</box>
thant-kicker: ΘΑ ΕΙΝΑΙ Ο Κ. ΠΛΑΖΑ <box>746 238 876 254</box>
paper-name: «Ταχυδρόμος - Αιγύπτος» <box>595 10 801 29</box>
movie-cinema: METRO <box>1419 1396 1526 1430</box>
tourdyk-body: Ἐντείνονται ἐνταῦθα αἱ πληροφορίαι περὶ ἐπικειμένης ἐπιχειρήσεως νέων ὀχυρώσεων ἐπεισοδίων. Συγκεκριμένως ἀναφέρεται ὅτι 2 λόχοι τῆς ΤΟΥΡΔΥΚ μετεκινήθησαν εἰς τὸν Ἅγιον Ἱλαρίωνα. Ἡ προφορικὴ πρόθεσις τῶν Τούρκων εἶναι ἡ κατάληψις τοῦ πύργου. <box>664 530 946 619</box>
ierarch-body: Εἰς τοὺς γάμους θὰ παρευρεθοῦν ἀρχηγοὶ καὶ ἀντιπρόσωποι Ἐκκλησιῶν. Οὕτως, σήμερον θὰ ἀφιχθοῦν εἰς Ἀθήνας ὁ πρώην Μητροπολίτης Πατριαρχεῖου Ἱεροσολύμων, ὁ Ἀρχιεπίσκοπος Σινᾶ καὶ ὁ Ἀρχιεπίσκοπος Ἀμερικῆς. <box>326 1433 647 1784</box>
greek-body: Ὁ Τουρκικὸς Τύπος μεταδίδει ὅτι ἐπὶ τοῦ Σοβιετικοῦ πλοίου «Ἀρμενία», τὸ ὁποῖον προσωρμίσθη εἰς Ὀδησσόν, ἐπέβαινον Ἑλληνοκύπριοι ἐξ ἐκείνων οἵτινες ἐστάλησαν εἰς τὴν Ρωσίαν πρὸς ἐκπαίδευσιν. Οὗτοι ἦσαν περίπου 38 μεταξὺ τῶν 22 — 30 ἐτῶν. <box>664 402 946 491</box>
nato-sub: ΘΑ ΠΡΟΗΓΗΘΟΥΝ ΜΕΓΑΛΑ ΓΥΜΝΑΣΙΑ ΠΛΗΣΙΟΝ ΤΩΝ ΣΥΝΟΡΩΝ ΤΗΣ ΤΟΥΡΚΙΑΣ ΠΡΟΣ ΤΗΝ ΡΩΣΙΑΝ <box>333 961 639 991</box>
nato-kicker: ΠΛΗΡΟΦΟΡΙΑΙ ΕΓΚΥΡΟΥ ΓΑΛΛΙΚΗΣ ΕΦΗΜΕΡΙΔΟΣ <box>331 750 641 766</box>
movie-advertisement <box>1272 1381 1538 1704</box>
nato-article: ΠΑΡΙΣΙΟΙ. Ὁ πολιτικὸς ἀρθρογράφος τῆς «Ὀρόρ» κ. Γκρομπκολὲν πληροφορεῖται ὅτι ἀπὸ τὸ ἐπιτελεῖον τοῦ ΝΑΤΟ ἀπεφασίσθη ἡ ἐκτέλεσις μεγάλων γυμνασίων εἰς τὰς περιοχὰς τῶν ἑλληνοτουρκικῶν συνόρων. Ἡ στρατιωτικὴ ἄσκησις ἐδαπτίσθη «Νέον Ἐξόρμα», ἐπιτελεῖται εἰς τὴν Τουρκίαν καὶ τὴν Ἑλλάδα εἰς περιοχὰς πλησίον τῆς μεθορίου. Ἡ ἐφημερὶς σημειώνει ὅτι τὸ σχέδιον προβλέπει τὴν σταθμευσιν μονάδων τοῦ Συμμαχικοῦ Στρατοῦ εἰς Ἑλλάδα καὶ Τουρκίαν. <box>326 1092 647 1255</box>
plot-body: Οἱ Ἀμερικανοὶ κατάσκοποι θὰ ἔχουν ἀπὸ τοῦδε δικαίωμα νὰ λάβουν σύνταξιν. Ἡ Γερουσία ἐνέκρινε νόμον ὁ ὁποῖος προβλέπει τὴν συνταξιοδότησιν τῶν ὑπαλλήλων τῆς Ἀμερικανικῆς Ὑπηρεσίας Πληροφοριῶν. Διὰ τοῦ νομοσχεδίου καθορίζεται ἡ ἡλικία συνταξιοδοτήσεως. <box>491 1596 647 1790</box>
scandal-headline: ΝΕΟΝ ΣΚΑΝΔΑΛΟΝ ΕΞΕΡΡΑΓΗ <box>973 367 1245 387</box>
emataioth-body: Πλῆθος ἀθροίσθη εἰς τὴν πλατεῖαν «Χρυσοῦ Λόφου», διὰ νὰ παρακολουθήσῃ παρέλασιν τῶν τόπλες. Ἡ ἀστυνομία ἐπενέβη καὶ διέλυσε τὴν συγκέντρωσιν. <box>963 1342 1255 1418</box>
kennedy-article: ΝΕΑ ΥΟΡΚΗ.— Νέα ὑπερπτέρυγος ἐξερράγη εἰς τὸ Σάλος Μπρουντόνη, ἔναντι ἐν τοσούτῳ νὰ δημοσιεύσῃ τὰς πληροφορίας. Ἡ ἀστυνομία ἐδήλωσεν ὅτι οὐδεμία ἀπόπειρα ἔγινε κατὰ τοῦ κ. Ρόμπερτ Κέννεντυ. Ὁ κ. Κέννεντυ ἀπεῖχε τρία μίλια ἀπὸ τὸ σημεῖον. <box>963 745 1255 836</box>
elections-headline: ΑΙ ΑΓΓΛΙΚΑΙ ΕΚΛΟΓΑΙ ΤΗΝ 15ΗΝ ΠΡΟΣΕΧΟΥΣ ΟΚΤΩΒΡΙΟΥ <box>35 692 306 846</box>
